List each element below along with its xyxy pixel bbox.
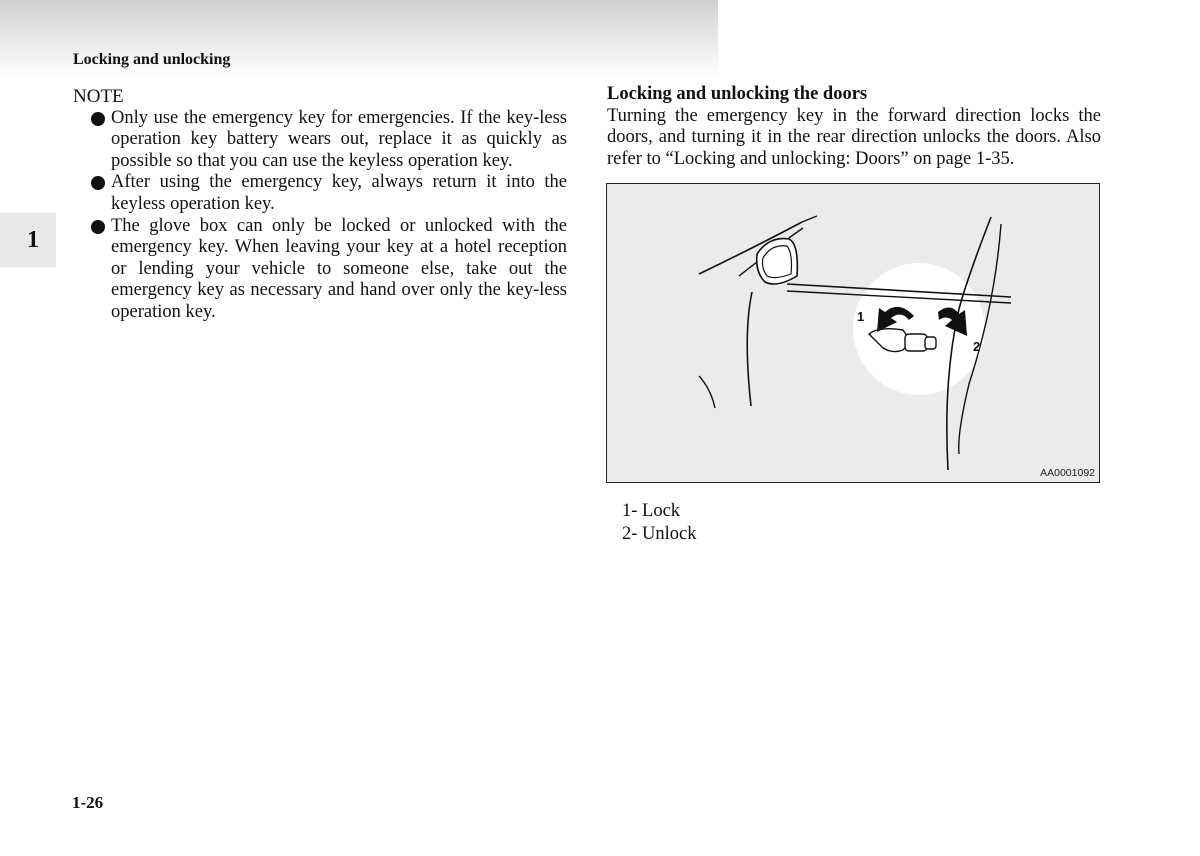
note-list (73, 108, 567, 324)
page-number: 1-26 (72, 793, 104, 812)
note-item-text: Only use the emergency key for emergencies. If the key-less operation key battery wears out, replace it as quickly as possible so that you can use the keyless operation key. (111, 107, 567, 171)
chapter-number: 1 (27, 227, 39, 253)
note-item (73, 216, 567, 324)
callout-2: 2 (973, 339, 981, 354)
bullet-icon (91, 176, 105, 190)
note-block (73, 86, 567, 324)
note-item (73, 108, 567, 173)
legend-item-lock: 1- Lock (622, 501, 681, 521)
note-heading: NOTE (73, 86, 124, 107)
section-title: Locking and unlocking (73, 51, 231, 68)
door-lock-drawing (607, 184, 1101, 484)
doors-section (607, 84, 1101, 170)
figure-legend (622, 500, 697, 545)
door-lock-illustration (606, 183, 1100, 483)
note-item (73, 172, 567, 215)
bullet-icon (91, 112, 105, 126)
bullet-icon (91, 220, 105, 234)
callout-1: 1 (857, 309, 865, 324)
figure-code: AA0001092 (1040, 467, 1095, 479)
doors-heading: Locking and unlocking the doors (607, 84, 868, 104)
note-item-text: The glove box can only be locked or unlocked with the emergency key. When leaving your key at a hotel reception or lending your vehicle to someone else, take out the emergency key as necessary and hand over only the key-less operation key. (111, 215, 567, 322)
note-item-text: After using the emergency key, always return it into the keyless operation key. (111, 172, 567, 214)
legend-item-unlock: 2- Unlock (622, 523, 697, 544)
doors-paragraph: Turning the emergency key in the forward direction locks the doors, and turning it in the rear direction unlocks the doors. Also refer to “Locking and unlocking: Doors” on page 1-35. (607, 105, 1101, 169)
